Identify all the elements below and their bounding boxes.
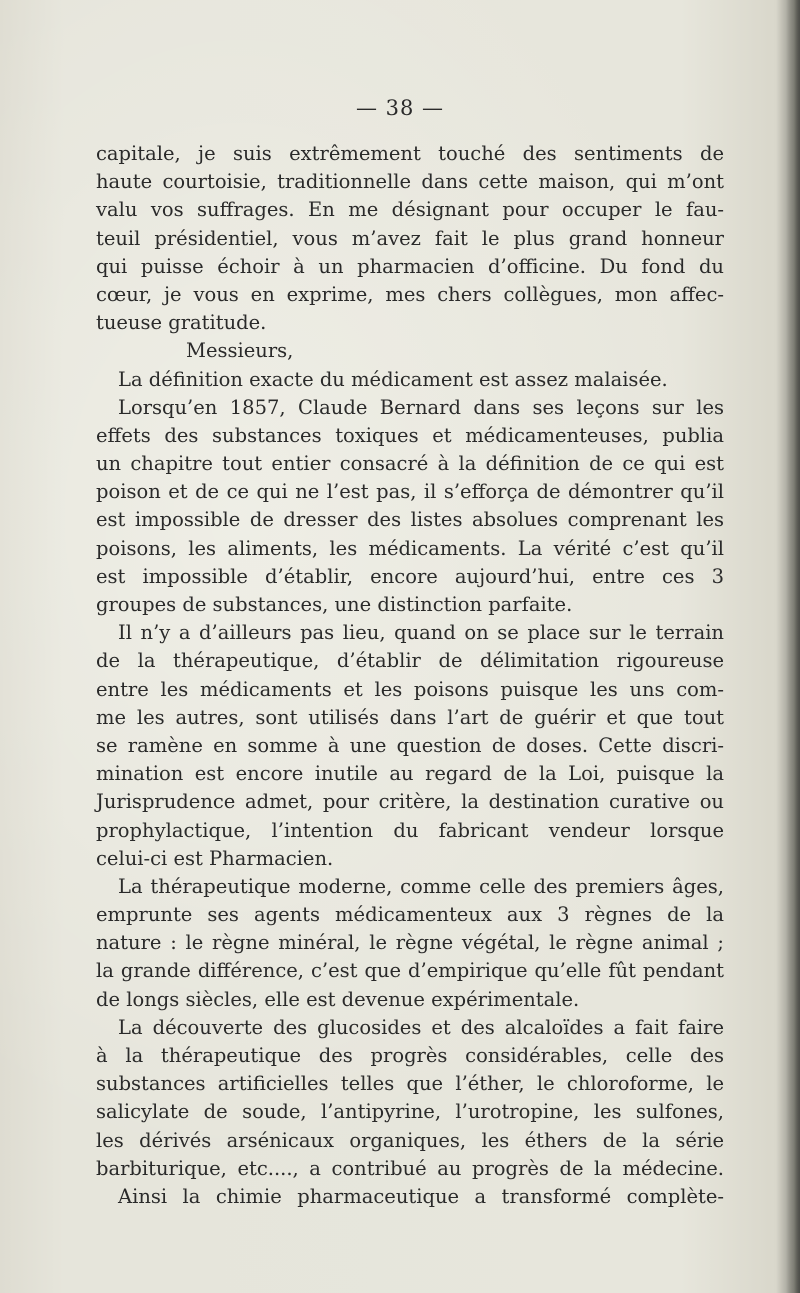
text-line: nature : le règne minéral, le règne végétal, le règne animal ;	[96, 931, 724, 955]
text-line: teuil présidentiel, vous m’avez fait le plus grand honneur	[96, 226, 724, 250]
text-line: cœur, je vous en exprime, mes chers collègues, mon affec-	[96, 282, 724, 306]
text-line: La découverte des glucosides et des alcaloïdes a fait faire	[118, 1015, 724, 1039]
text-line: Il n’y a d’ailleurs pas lieu, quand on se place sur le terrain	[118, 621, 724, 645]
text-line: prophylactique, l’intention du fabricant vendeur lorsque	[96, 818, 724, 842]
text-line: Jurisprudence admet, pour critère, la destination curative ou	[96, 790, 724, 814]
text-line: salicylate de soude, l’antipyrine, l’urotropine, les sulfones,	[96, 1100, 724, 1124]
text-line: poison et de ce qui ne l’est pas, il s’efforça de démontrer qu’il	[96, 480, 724, 504]
body-text	[96, 140, 724, 1211]
text-line: emprunte ses agents médicamenteux aux 3 règnes de la	[96, 903, 724, 927]
text-line: entre les médicaments et les poisons puisque les uns com-	[96, 677, 724, 701]
text-line: La définition exacte du médicament est assez malaisée.	[118, 367, 668, 391]
text-line: celui-ci est Pharmacien.	[96, 846, 334, 870]
text-line: à la thérapeutique des progrès considérables, celle des	[96, 1044, 724, 1067]
text-line: qui puisse échoir à un pharmacien d’officine. Du fond du	[96, 254, 724, 278]
text-line: la grande différence, c’est que d’empirique qu’elle fût pendant	[96, 959, 724, 983]
text-line: un chapitre tout entier consacré à la définition de ce qui est	[96, 452, 724, 476]
text-line: barbiturique, etc...., a contribué au progrès de la médecine.	[96, 1156, 724, 1180]
text-line: effets des substances toxiques et médicamenteuses, publia	[96, 423, 724, 447]
page-edge-shadow	[786, 0, 800, 1293]
text-line: capitale, je suis extrêmement touché des sentiments de	[96, 142, 724, 165]
text-line: tueuse gratitude.	[96, 311, 267, 335]
text-line: Lorsqu’en 1857, Claude Bernard dans ses leçons sur les	[118, 395, 724, 419]
text-line: est impossible de dresser des listes absolues comprenant les	[96, 508, 724, 532]
text-line: Ainsi la chimie pharmaceutique a transformé complète-	[118, 1184, 724, 1208]
salutation: Messieurs,	[186, 339, 294, 363]
text-line: haute courtoisie, traditionnelle dans cette maison, qui m’ont	[96, 170, 724, 194]
page-number: — 38 —	[355, 96, 445, 120]
text-line: les dérivés arsénicaux organiques, les éthers de la série	[96, 1128, 724, 1152]
text-line: poisons, les aliments, les médicaments. La vérité c’est qu’il	[96, 536, 724, 560]
text-line: de longs siècles, elle est devenue expérimentale.	[96, 987, 580, 1011]
text-line: groupes de substances, une distinction parfaite.	[96, 593, 573, 616]
text-line: substances artificielles telles que l’éther, le chloroforme, le	[96, 1072, 724, 1096]
text-line: me les autres, sont utilisés dans l’art de guérir et que tout	[96, 705, 724, 729]
text-line: valu vos suffrages. En me désignant pour occuper le fau-	[96, 198, 724, 222]
text-line: mination est encore inutile au regard de la Loi, puisque la	[96, 762, 724, 786]
text-line: se ramène en somme à une question de doses. Cette discri-	[96, 733, 724, 757]
text-line: de la thérapeutique, d’établir de délimitation rigoureuse	[96, 649, 724, 673]
text-line: La thérapeutique moderne, comme celle des premiers âges,	[118, 874, 724, 898]
text-line: est impossible d’établir, encore aujourd’hui, entre ces 3	[96, 564, 724, 588]
